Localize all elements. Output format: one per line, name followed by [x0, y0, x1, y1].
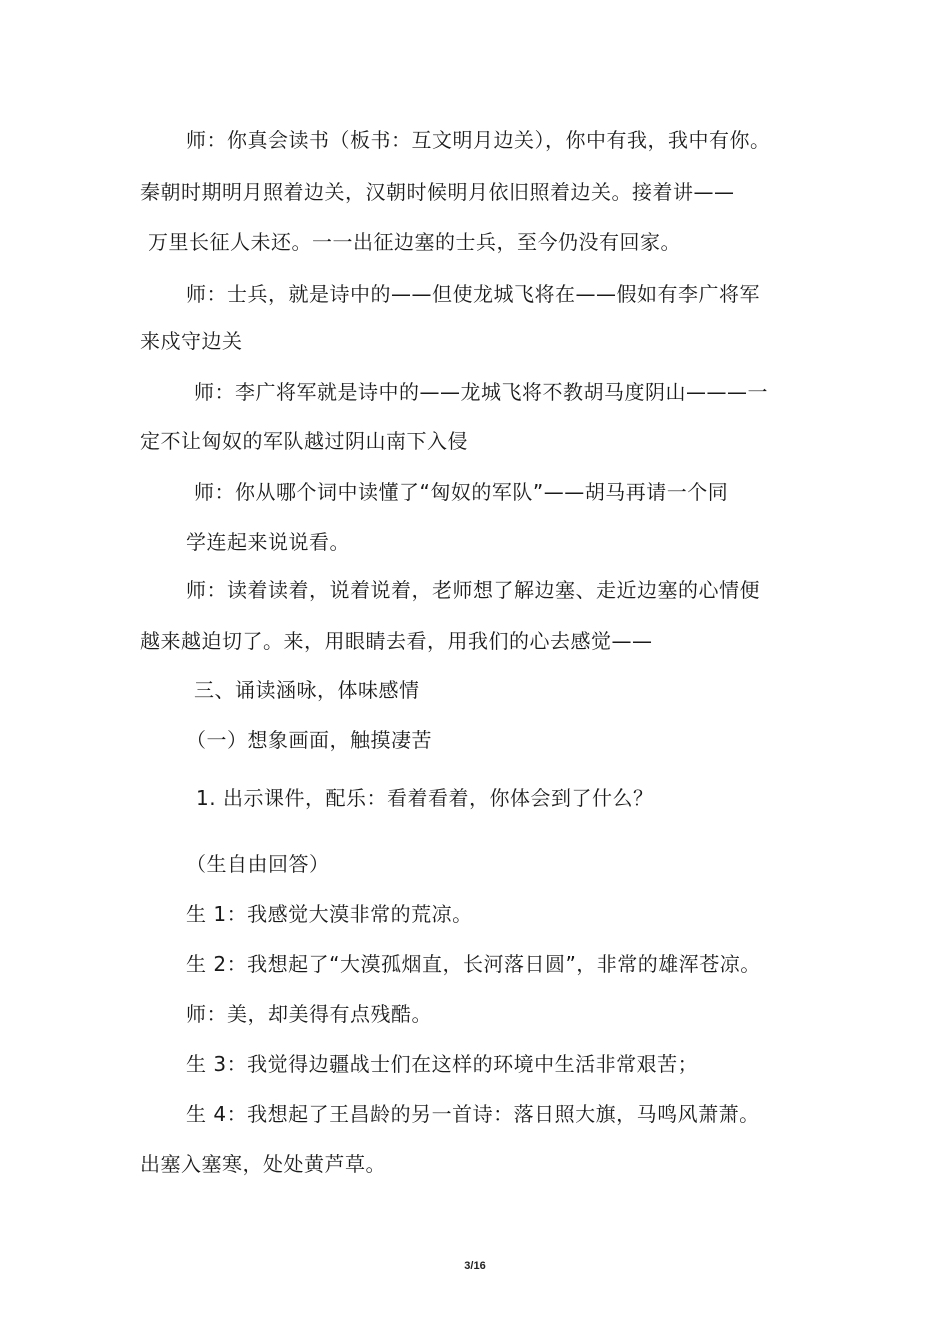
paragraph-line: 师：读着读着，说着说着，老师想了解边塞、走近边塞的心情便 [186, 578, 760, 602]
paragraph-line: 出塞入塞寒，处处黄芦草。 [140, 1152, 386, 1176]
paragraph-line: 生 1：我感觉大漠非常的荒凉。 [186, 902, 473, 926]
paragraph-line: （生自由回答） [186, 852, 330, 876]
paragraph-line: 越来越迫切了。来，用眼睛去看，用我们的心去感觉—— [140, 629, 653, 653]
paragraph-line: 定不让匈奴的军队越过阴山南下入侵 [140, 429, 468, 453]
page-number: 3/16 [464, 1260, 486, 1272]
paragraph-line: 师：你真会读书（板书：互文明月边关），你中有我，我中有你。 [186, 128, 771, 152]
paragraph-line: 学连起来说说看。 [186, 530, 350, 554]
paragraph-line: 来戍守边关 [140, 329, 243, 353]
paragraph-line: 生 2：我想起了“大漠孤烟直，长河落日圆”，非常的雄浑苍凉。 [186, 952, 761, 976]
section-heading: 三、诵读涵咏，体味感情 [194, 678, 420, 702]
paragraph-line: 生 4：我想起了王昌龄的另一首诗：落日照大旗，马鸣风萧萧。 [186, 1102, 760, 1126]
paragraph-line: 师：李广将军就是诗中的——龙城飞将不教胡马度阴山———一 [194, 380, 768, 404]
paragraph-line: 秦朝时期明月照着边关，汉朝时候明月依旧照着边关。接着讲—— [140, 180, 735, 204]
list-item: 1. 出示课件，配乐：看着看着，你体会到了什么？ [196, 786, 654, 810]
paragraph-line: 师：美，却美得有点残酷。 [186, 1002, 432, 1026]
paragraph-line: 万里长征人未还。一一出征边塞的士兵，至今仍没有回家。 [148, 230, 681, 254]
paragraph-line: 师：你从哪个词中读懂了“匈奴的军队”——胡马再请一个同 [194, 480, 729, 504]
subsection-heading: （一）想象画面，触摸凄苦 [186, 728, 432, 752]
paragraph-line: 生 3：我觉得边疆战士们在这样的环境中生活非常艰苦； [186, 1052, 699, 1076]
paragraph-line: 师：士兵，就是诗中的——但使龙城飞将在——假如有李广将军 [186, 282, 760, 306]
